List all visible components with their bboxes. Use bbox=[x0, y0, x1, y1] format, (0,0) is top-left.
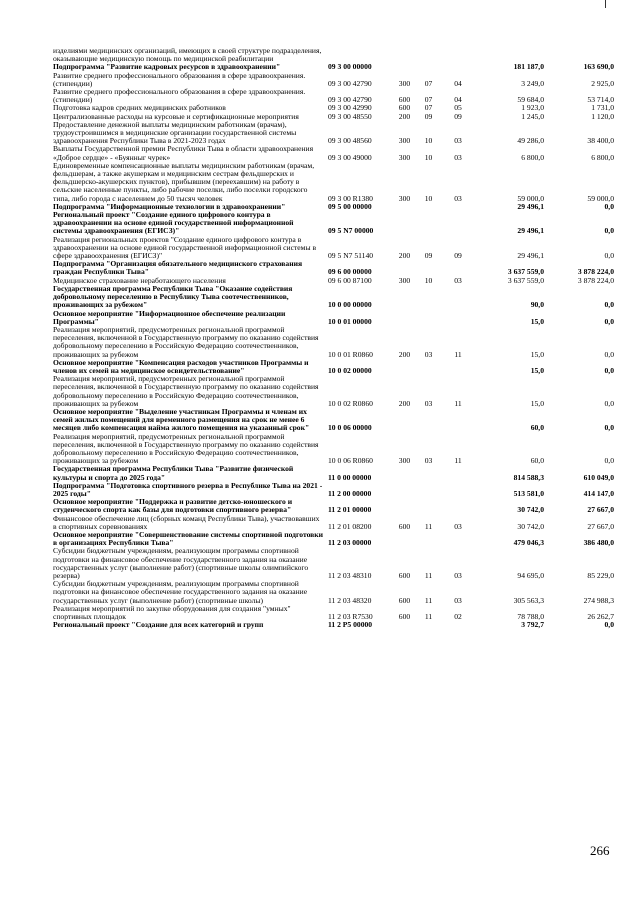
row-rz: 10 bbox=[424, 275, 433, 285]
table-row bbox=[53, 47, 613, 63]
row-amount-2024: 15,0 bbox=[530, 398, 544, 408]
row-amount-2024: 30 742,0 bbox=[517, 505, 544, 515]
table-row bbox=[53, 433, 613, 466]
row-name: Медицинское страхование неработающего населения bbox=[53, 275, 226, 285]
row-amount-2024: 3 792,7 bbox=[521, 620, 544, 630]
row-code: 09 3 00 R1380 bbox=[328, 193, 373, 203]
table-row bbox=[53, 88, 613, 104]
row-amount-2024: 59 684,0 bbox=[517, 95, 544, 105]
row-amount-2024: 29 496,1 bbox=[517, 251, 544, 261]
row-name: Субсидии бюджетным учреждениям, реализующим программы спортивной подготовки на финансовое обеспечение государственного задания на оказание государственных услуг (выполнение работ) (спортивные школы олимпийского резерва) bbox=[53, 546, 309, 580]
table-row bbox=[53, 580, 613, 605]
row-amount-2024: 94 695,0 bbox=[517, 571, 544, 580]
table-row bbox=[53, 310, 613, 326]
row-name: Подпрограмма "Развитие кадровых ресурсов в здравоохранении" bbox=[53, 62, 281, 72]
row-code: 10 0 01 R0860 bbox=[328, 349, 373, 359]
budget-table bbox=[53, 47, 613, 629]
row-pr: 03 bbox=[454, 571, 462, 580]
row-name: Основное мероприятие "Информационное обеспечение реализации Программы" bbox=[53, 308, 286, 326]
row-vr: 300 bbox=[398, 193, 411, 203]
row-amount-2025: 53 714,0 bbox=[587, 95, 614, 105]
row-pr: 02 bbox=[454, 612, 462, 622]
row-vr: 600 bbox=[398, 95, 411, 105]
row-name: Подготовка кадров средних медицинских работников bbox=[53, 103, 226, 113]
row-code: 11 2 03 48320 bbox=[328, 595, 372, 605]
table-row bbox=[53, 162, 613, 203]
row-amount-2024: 59 000,0 bbox=[517, 193, 544, 203]
row-code: 09 6 00 87100 bbox=[328, 275, 372, 285]
row-amount-2024: 29 496,1 bbox=[517, 201, 544, 211]
table-row bbox=[53, 605, 613, 621]
row-amount-2025: 27 667,0 bbox=[587, 521, 614, 531]
row-vr: 600 bbox=[398, 521, 411, 531]
row-code: 09 3 00 49000 bbox=[328, 152, 372, 162]
table-row bbox=[53, 359, 613, 375]
table-row bbox=[53, 375, 613, 408]
table-row bbox=[53, 482, 613, 498]
row-name: Подпрограмма "Информационные технологии в здравоохранении" bbox=[53, 201, 286, 211]
row-vr: 200 bbox=[398, 111, 411, 121]
table-row bbox=[53, 260, 613, 276]
row-rz: 03 bbox=[424, 456, 433, 466]
row-code: 11 2 03 48310 bbox=[328, 571, 372, 580]
row-amount-2024: 479 046,3 bbox=[513, 538, 544, 548]
row-amount-2025: 0,0 bbox=[604, 201, 614, 211]
row-vr: 200 bbox=[398, 349, 411, 359]
row-rz: 10 bbox=[424, 193, 433, 203]
row-code: 11 2 03 00000 bbox=[328, 538, 372, 548]
row-pr: 03 bbox=[454, 595, 462, 605]
row-name: Региональный проект "Создание единого цифрового контура в здравоохранении на основе единой государственной информационной системы здравоохранения (ЕГИСЗ)" bbox=[53, 210, 294, 236]
table-row bbox=[53, 531, 613, 547]
row-code: 11 2 P5 00000 bbox=[328, 620, 373, 630]
table-row bbox=[53, 121, 613, 146]
row-amount-2025: 6 800,0 bbox=[591, 152, 614, 162]
row-vr: 300 bbox=[398, 275, 411, 285]
row-name: Финансовое обеспечение лиц (сборных команд Республики Тыва), участвовавших в спортивных соревнованиях bbox=[53, 513, 320, 531]
row-code: 09 3 00 42990 bbox=[328, 103, 372, 113]
row-name: Государственная программа Республики Тыва "Оказание содействия добровольному переселению в Республику Тыва соотечественников, проживающих за рубежом" bbox=[53, 283, 293, 310]
row-amount-2025: 2 925,0 bbox=[591, 78, 614, 88]
row-name: Подпрограмма "Организация обязательного медицинского страхования граждан Республики Тыва" bbox=[53, 259, 303, 277]
row-name: Подпрограмма "Подготовка спортивного резерва в Республике Тыва на 2021 - 2025 годы" bbox=[53, 480, 323, 498]
row-vr: 600 bbox=[398, 571, 411, 580]
row-code: 11 2 01 08200 bbox=[328, 521, 372, 531]
row-code: 10 0 00 00000 bbox=[328, 300, 372, 310]
row-amount-2025: 85 229,0 bbox=[587, 571, 614, 580]
row-amount-2025: 0,0 bbox=[604, 316, 614, 326]
row-code: 09 3 00 42790 bbox=[328, 78, 372, 88]
row-code: 09 3 00 48550 bbox=[328, 111, 372, 121]
row-vr: 200 bbox=[398, 251, 411, 261]
row-name: Основное мероприятие "Выделение участникам Программы и членам их семей жилых помещений для временного размещения на срок не менее 6 месяцев либо компенсация найма жилого помещения на указанный срок" bbox=[53, 406, 310, 433]
row-amount-2024: 814 588,3 bbox=[513, 472, 544, 482]
row-name: Реализация мероприятий, предусмотренных региональной программой переселения, включенной в Государственную программу по оказанию содействия добровольному переселению в Российскую Федерацию соотечественников, проживающих за рубежом bbox=[53, 431, 319, 466]
row-pr: 11 bbox=[454, 349, 462, 359]
row-amount-2025: 610 049,0 bbox=[583, 472, 614, 482]
row-amount-2024: 49 286,0 bbox=[517, 136, 544, 146]
table-row bbox=[53, 236, 613, 261]
row-amount-2025: 414 147,0 bbox=[583, 488, 614, 498]
row-amount-2025: 3 878 224,0 bbox=[577, 267, 614, 277]
row-pr: 11 bbox=[454, 398, 462, 408]
row-amount-2025: 26 262,7 bbox=[587, 612, 614, 622]
row-amount-2025: 0,0 bbox=[604, 365, 614, 375]
table-row bbox=[53, 498, 613, 514]
row-rz: 03 bbox=[424, 349, 433, 359]
row-amount-2025: 1 731,0 bbox=[591, 103, 614, 113]
row-code: 10 0 02 R0860 bbox=[328, 398, 373, 408]
row-name: Региональный проект "Создание для всех категорий и групп bbox=[53, 620, 264, 630]
row-pr: 05 bbox=[454, 103, 462, 113]
row-vr: 300 bbox=[398, 78, 411, 88]
row-amount-2025: 0,0 bbox=[604, 251, 614, 261]
row-amount-2025: 0,0 bbox=[604, 398, 614, 408]
row-amount-2024: 305 563,3 bbox=[513, 595, 544, 605]
row-code: 09 5 N7 51140 bbox=[328, 251, 374, 261]
row-amount-2025: 59 000,0 bbox=[587, 193, 614, 203]
row-amount-2024: 6 800,0 bbox=[521, 152, 544, 162]
row-code: 11 2 00 00000 bbox=[328, 488, 372, 498]
row-name: Централизованные расходы на курсовые и сертификационные мероприятия bbox=[53, 111, 299, 121]
row-amount-2025: 0,0 bbox=[604, 620, 614, 630]
row-code: 09 6 00 00000 bbox=[328, 267, 372, 277]
table-row bbox=[53, 145, 613, 161]
table-row bbox=[53, 211, 613, 236]
row-amount-2025: 0,0 bbox=[604, 300, 614, 310]
table-row bbox=[53, 72, 613, 88]
row-name: Основное мероприятие "Поддержка и развитие детско-юношеского и студенческого спорта как базы для подготовки спортивного резерва" bbox=[53, 497, 293, 515]
row-code: 10 0 02 00000 bbox=[328, 365, 372, 375]
row-amount-2024: 3 249,0 bbox=[521, 78, 544, 88]
row-code: 11 2 01 00000 bbox=[328, 505, 372, 515]
row-amount-2024: 15,0 bbox=[530, 316, 544, 326]
row-amount-2024: 15,0 bbox=[530, 365, 544, 375]
row-amount-2025: 0,0 bbox=[604, 423, 614, 433]
row-rz: 11 bbox=[424, 612, 433, 622]
row-pr: 09 bbox=[454, 251, 462, 261]
row-amount-2025: 3 878 224,0 bbox=[577, 275, 614, 285]
row-amount-2024: 1 245,0 bbox=[521, 111, 544, 121]
row-rz: 11 bbox=[424, 521, 433, 531]
row-vr: 300 bbox=[398, 456, 411, 466]
row-name: Основное мероприятие "Совершенствование системы спортивной подготовки в организациях Республики Тыва" bbox=[53, 529, 324, 548]
row-pr: 03 bbox=[454, 521, 462, 531]
row-pr: 04 bbox=[454, 95, 462, 105]
row-rz: 07 bbox=[424, 103, 433, 113]
row-amount-2025: 0,0 bbox=[604, 456, 614, 466]
row-amount-2024: 3 637 559,0 bbox=[507, 267, 544, 277]
row-name: Основное мероприятие "Компенсация расходов участников Программы и членов их семей на медицинское освидетельствование" bbox=[53, 357, 309, 375]
row-code: 10 0 06 00000 bbox=[328, 423, 372, 433]
row-rz: 10 bbox=[424, 136, 433, 146]
table-row bbox=[53, 408, 613, 433]
row-vr: 300 bbox=[398, 136, 411, 146]
row-name: Предоставление денежной выплаты медицинским работникам (врачам), трудоустроившимся в медицинские организации государственной системы здравоохранения Республики Тыва в 2021-2023 годах bbox=[53, 119, 297, 146]
page-edge-mark bbox=[605, 0, 606, 8]
row-code: 09 5 N7 00000 bbox=[328, 226, 374, 236]
row-rz: 10 bbox=[424, 152, 433, 162]
row-vr: 600 bbox=[398, 103, 411, 113]
row-rz: 11 bbox=[424, 571, 433, 580]
row-pr: 03 bbox=[454, 275, 462, 285]
row-amount-2024: 1 923,0 bbox=[521, 103, 544, 113]
row-name: Реализация региональных проектов "Создание единого цифрового контура в здравоохранении на основе единой государственной информационной системы в сфере здравоохранения (ЕГИСЗ)" bbox=[53, 234, 317, 261]
row-amount-2024: 60,0 bbox=[530, 456, 544, 466]
row-rz: 11 bbox=[424, 595, 433, 605]
row-name: Субсидии бюджетным учреждениям, реализующим программы спортивной подготовки на финансовое обеспечение государственного задания на оказание государственных услуг (выполнение работ) (спортивные школы) bbox=[53, 579, 308, 605]
row-amount-2025: 0,0 bbox=[604, 349, 614, 359]
row-rz: 07 bbox=[424, 78, 433, 88]
row-rz: 09 bbox=[424, 251, 433, 261]
row-amount-2024: 78 788,0 bbox=[517, 612, 544, 622]
table-row bbox=[53, 547, 613, 580]
row-name: Выплаты Государственной премии Республики Тыва в области здравоохранения «Доброе сердце» - «Буянныг чурек» bbox=[53, 144, 314, 162]
row-amount-2024: 181 187,0 bbox=[513, 62, 544, 72]
row-amount-2024: 29 496,1 bbox=[517, 226, 544, 236]
table-row bbox=[53, 621, 613, 629]
row-name: Единовременные компенсационные выплаты медицинским работникам (врачам, фельдшерам, а также акушеркам и медицинским сестрам фельдшерских и фельдшерско-акушерских пунктов), прибывшим (переехавшим) на работу в сельские населенные пункты, либо рабочие поселки, либо поселки городского типа, либо города с населением до 50 тысяч человек bbox=[53, 160, 315, 203]
row-code: 10 0 01 00000 bbox=[328, 316, 372, 326]
row-name: Развитие среднего профессионального образования в сфере здравоохранения. (стипендии) bbox=[53, 87, 306, 105]
row-amount-2025: 1 120,0 bbox=[591, 111, 614, 121]
row-code: 11 0 00 00000 bbox=[328, 472, 372, 482]
row-pr: 03 bbox=[454, 152, 462, 162]
row-pr: 09 bbox=[454, 111, 462, 121]
row-amount-2025: 38 400,0 bbox=[587, 136, 614, 146]
row-pr: 03 bbox=[454, 193, 462, 203]
row-pr: 03 bbox=[454, 136, 462, 146]
row-vr: 600 bbox=[398, 612, 411, 622]
table-row bbox=[53, 285, 613, 310]
row-code: 09 5 00 00000 bbox=[328, 201, 372, 211]
row-code: 09 3 00 48560 bbox=[328, 136, 372, 146]
row-name: изделиями медицинских организаций, имеющих в своей структуре подразделения, оказывающие медицинскую помощь по медицинской реабилитации bbox=[53, 46, 322, 64]
table-row bbox=[53, 515, 613, 531]
row-amount-2025: 386 480,0 bbox=[583, 538, 614, 548]
row-name: Государственная программа Республики Тыва "Развитие физической культуры и спорта до 2025 года" bbox=[53, 464, 294, 482]
row-amount-2024: 30 742,0 bbox=[517, 521, 544, 531]
row-vr: 200 bbox=[398, 398, 411, 408]
row-pr: 04 bbox=[454, 78, 462, 88]
row-pr: 11 bbox=[454, 456, 462, 466]
row-amount-2024: 3 637 559,0 bbox=[507, 275, 544, 285]
table-row bbox=[53, 326, 613, 359]
row-name: Реализация мероприятий по закупке оборудования для создания "умных" спортивных площадок bbox=[53, 603, 291, 622]
row-amount-2024: 90,0 bbox=[530, 300, 544, 310]
row-name: Реализация мероприятий, предусмотренных региональной программой переселения, включенной в Государственную программу по оказанию содействия добровольному переселению в Российскую Федерацию соотечественников, проживающих за рубежом bbox=[53, 324, 319, 359]
row-vr: 600 bbox=[398, 595, 411, 605]
table-row bbox=[53, 465, 613, 481]
row-amount-2025: 27 667,0 bbox=[587, 505, 614, 515]
row-code: 09 3 00 00000 bbox=[328, 62, 372, 72]
row-amount-2025: 0,0 bbox=[604, 226, 614, 236]
row-code: 11 2 03 R7530 bbox=[328, 612, 373, 622]
row-name: Развитие среднего профессионального образования в сфере здравоохранения. (стипендии) bbox=[53, 70, 306, 88]
row-rz: 07 bbox=[424, 95, 433, 105]
row-vr: 300 bbox=[398, 152, 411, 162]
row-amount-2025: 274 988,3 bbox=[583, 595, 614, 605]
page-number: 266 bbox=[590, 843, 610, 858]
row-name: Реализация мероприятий, предусмотренных региональной программой переселения, включенной в Государственную программу по оказанию содействия добровольному переселению в Российскую Федерацию соотечественников, проживающих за рубежом bbox=[53, 374, 319, 408]
row-rz: 09 bbox=[424, 111, 433, 121]
row-amount-2025: 163 690,0 bbox=[583, 62, 614, 72]
row-rz: 03 bbox=[424, 398, 433, 408]
row-amount-2024: 60,0 bbox=[530, 423, 544, 433]
row-amount-2024: 513 581,0 bbox=[513, 488, 544, 498]
row-code: 10 0 06 R0860 bbox=[328, 456, 373, 466]
row-amount-2024: 15,0 bbox=[530, 349, 544, 359]
row-code: 09 3 00 42790 bbox=[328, 95, 372, 105]
